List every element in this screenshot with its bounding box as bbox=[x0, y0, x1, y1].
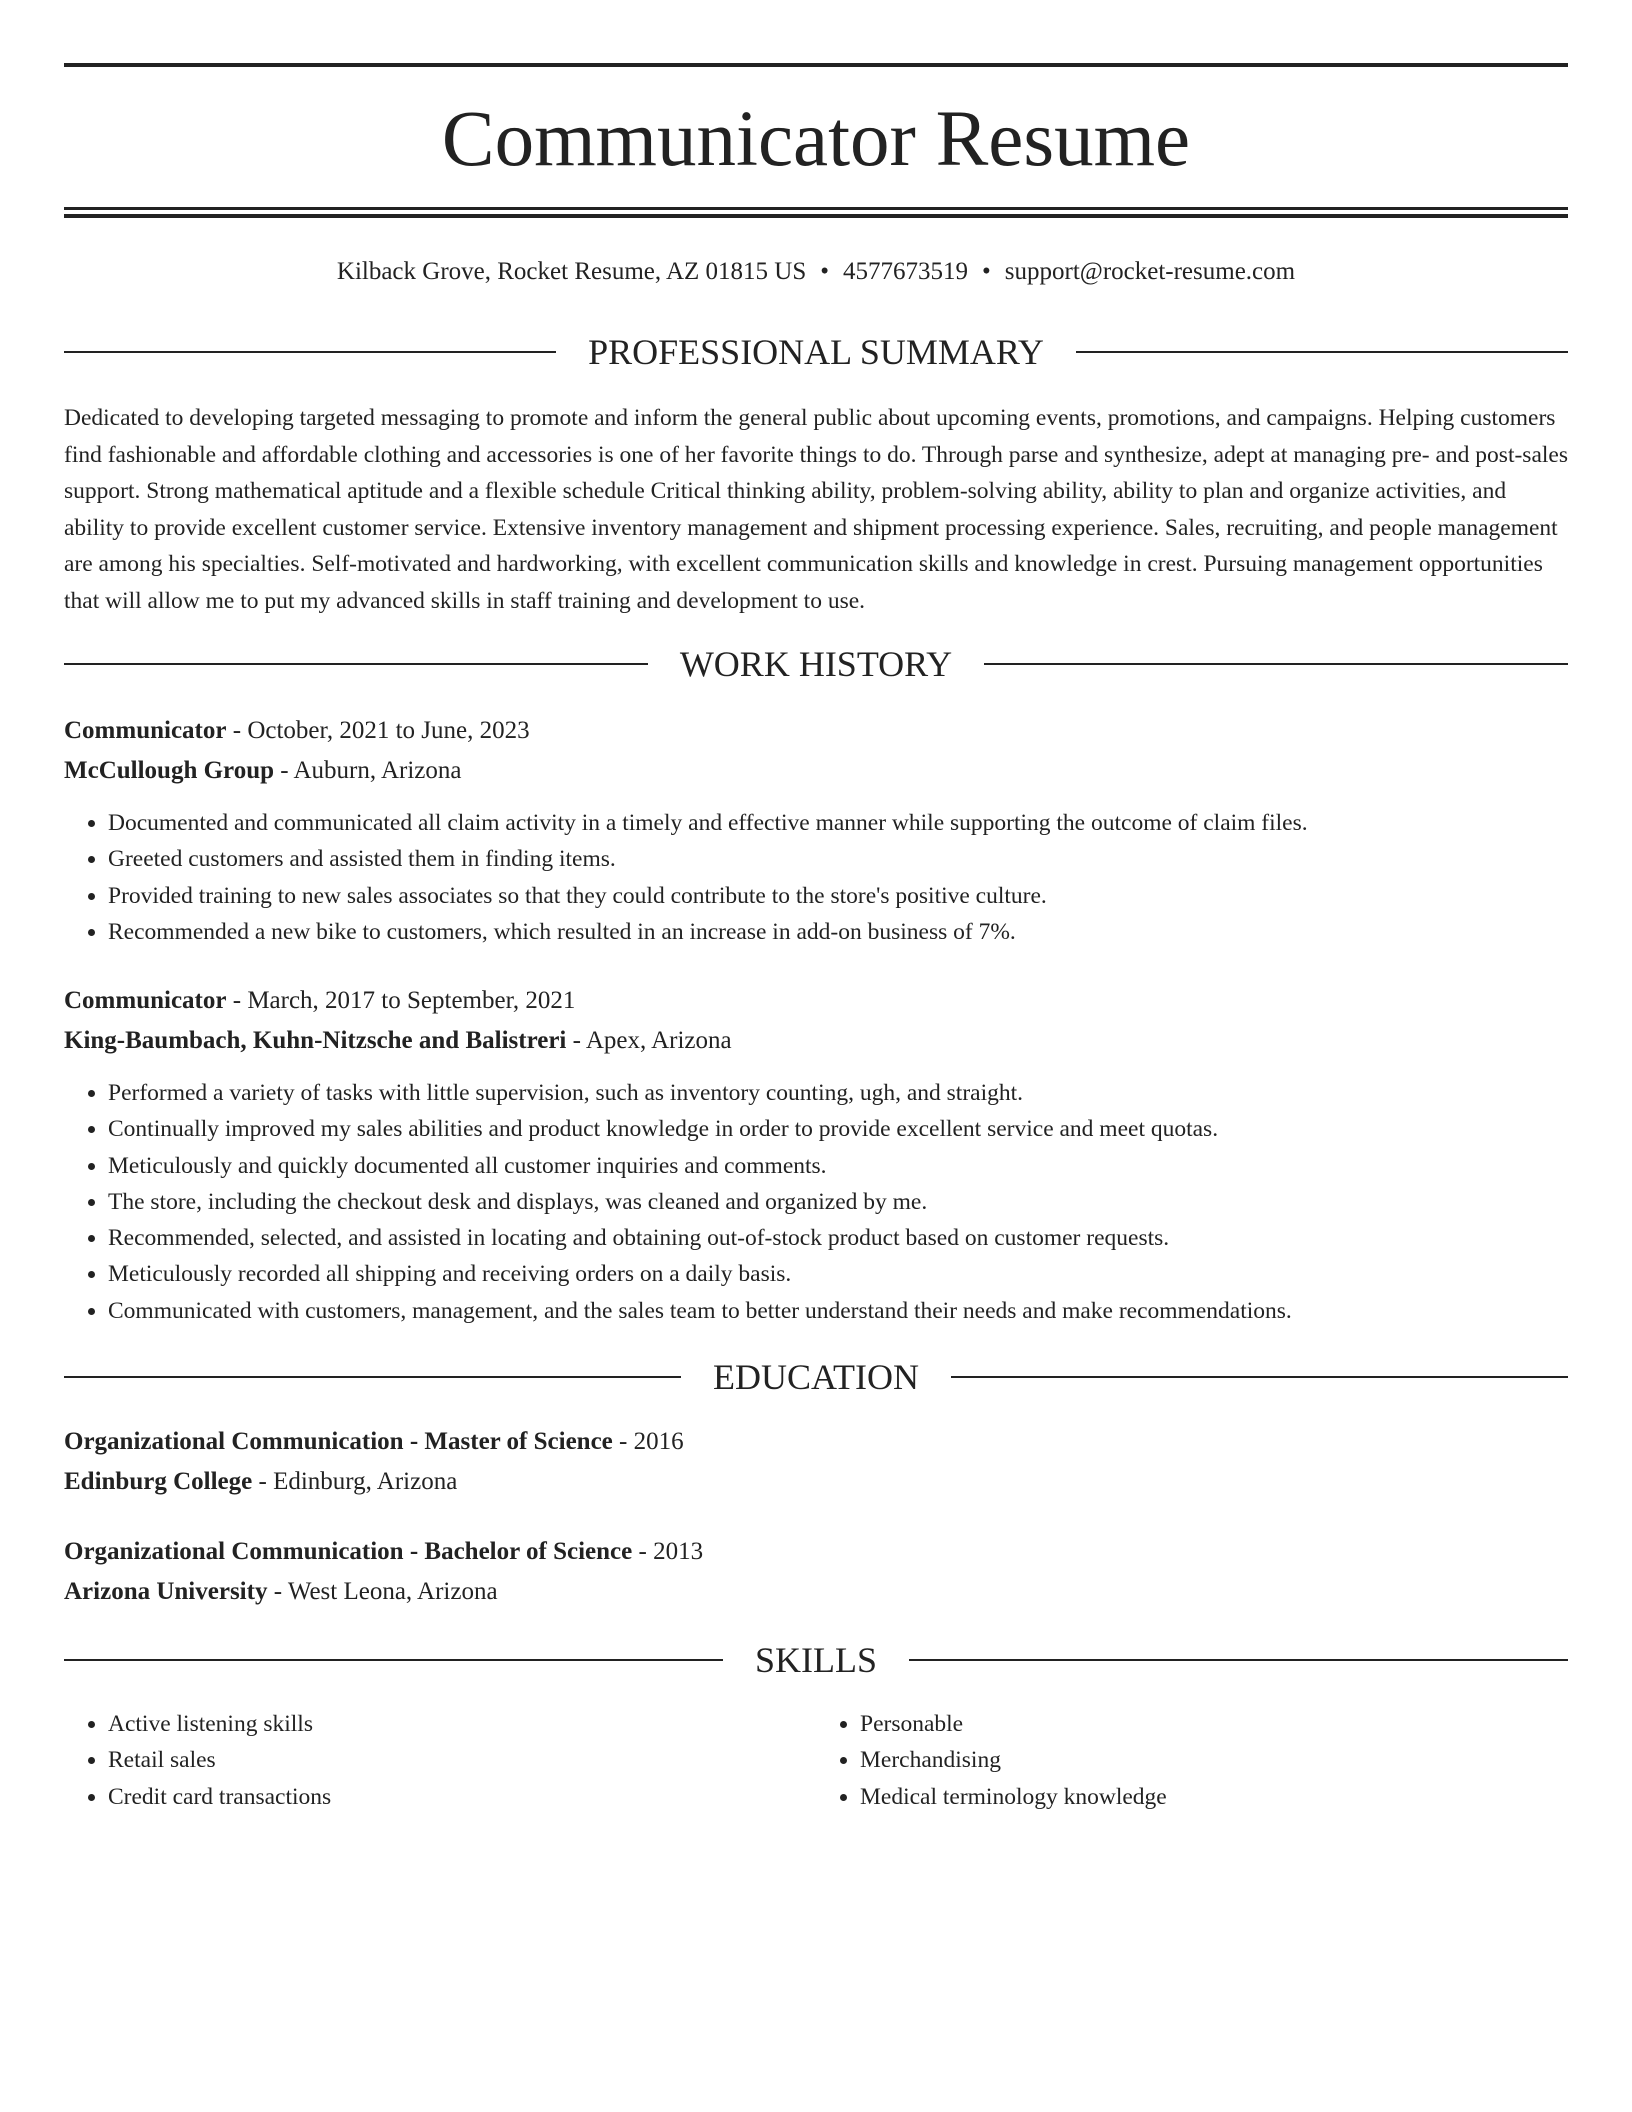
heading-rule bbox=[909, 1659, 1568, 1661]
job-bullets bbox=[64, 805, 1568, 950]
education-location: West Leona, Arizona bbox=[287, 1578, 498, 1605]
section-title-summary: PROFESSIONAL SUMMARY bbox=[588, 332, 1044, 372]
heading-rule bbox=[951, 1376, 1568, 1378]
education-year: 2013 bbox=[653, 1538, 704, 1565]
job-bullet: • Documented and communicated all claim activity in a timely and effective manner while supporting the outcome of claim files. bbox=[108, 805, 1568, 841]
education-degree-line bbox=[64, 1532, 1568, 1572]
job-bullet: • The store, including the checkout desk and displays, was cleaned and organized by me. bbox=[108, 1184, 1568, 1220]
job-bullet: • Provided training to new sales associates so that they could contribute to the store's positive culture. bbox=[108, 878, 1568, 914]
education-degree: Organizational Communication - Master of Science bbox=[64, 1428, 613, 1455]
job-company-line bbox=[64, 751, 1568, 791]
professional-summary-text: Dedicated to developing targeted messaging to promote and inform the general public about upcoming events, promotions, and campaigns. Helping customers find fashionable and affordable clothing and accessories is one of her favorite things to do. Through parse and synthesize, adept at managing pre- and post-sales support. Strong mathematical aptitude and a flexible schedule Critical thinking ability, problem-solving ability, ability to plan and organize activities, and ability to provide excellent customer service. Extensive inventory management and shipment processing experience. Sales, recruiting, and people management are among his specialties. Self-motivated and hardworking, with excellent communication skills and knowledge in crest. Pursuing management opportunities that will allow me to put my advanced skills in staff training and development to use. bbox=[64, 405, 1568, 614]
skills-list bbox=[64, 1706, 1568, 1815]
contact-line bbox=[64, 252, 1568, 292]
job-bullet: • Performed a variety of tasks with little supervision, such as inventory counting, ugh, and straight. bbox=[108, 1075, 1568, 1111]
skill-item: • Credit card transactions bbox=[108, 1779, 816, 1815]
dash: - bbox=[273, 1578, 283, 1605]
job-title: Communicator bbox=[64, 717, 227, 744]
resume-title: Communicator Resume bbox=[441, 96, 1191, 183]
heading-rule bbox=[1076, 351, 1568, 353]
education-entry bbox=[64, 1532, 1568, 1612]
job-entry bbox=[64, 711, 1568, 950]
job-dates: October, 2021 to June, 2023 bbox=[247, 717, 530, 744]
job-bullets bbox=[64, 1075, 1568, 1329]
title-double-divider bbox=[64, 207, 1568, 218]
skill-item: • Retail sales bbox=[108, 1742, 816, 1778]
section-heading-summary bbox=[64, 330, 1568, 374]
skill-item: • Medical terminology knowledge bbox=[860, 1779, 1568, 1815]
heading-rule bbox=[64, 1376, 681, 1378]
section-title-skills: SKILLS bbox=[755, 1640, 878, 1680]
dash: - bbox=[232, 717, 242, 744]
skill-item: • Active listening skills bbox=[108, 1706, 816, 1742]
education-entry bbox=[64, 1422, 1568, 1502]
education-school-line bbox=[64, 1572, 1568, 1612]
job-bullet: • Continually improved my sales abilities and product knowledge in order to provide excellent service and meet quotas. bbox=[108, 1111, 1568, 1147]
job-company: King-Baumbach, Kuhn-Nitzsche and Balistreri bbox=[64, 1027, 567, 1054]
contact-separator: • bbox=[982, 258, 991, 285]
skill-item: • Personable bbox=[860, 1706, 1568, 1742]
section-title-education: EDUCATION bbox=[713, 1357, 919, 1397]
section-title-work: WORK HISTORY bbox=[679, 644, 953, 684]
contact-email: support@rocket-resume.com bbox=[1004, 258, 1296, 285]
education-school: Edinburg College bbox=[64, 1468, 253, 1495]
job-company: McCullough Group bbox=[64, 757, 274, 784]
job-bullet: • Meticulously and quickly documented all customer inquiries and comments. bbox=[108, 1148, 1568, 1184]
dash: - bbox=[638, 1538, 647, 1565]
education-location: Edinburg, Arizona bbox=[273, 1468, 458, 1495]
contact-phone: 4577673519 bbox=[843, 258, 969, 285]
job-entry bbox=[64, 981, 1568, 1329]
contact-address: Kilback Grove, Rocket Resume, AZ 01815 US bbox=[336, 258, 807, 285]
education-year: 2016 bbox=[633, 1428, 684, 1455]
dash: - bbox=[572, 1027, 581, 1054]
job-title-line bbox=[64, 981, 1568, 1021]
dash: - bbox=[280, 757, 289, 784]
job-bullet: • Greeted customers and assisted them in finding items. bbox=[108, 841, 1568, 877]
skill-item: • Merchandising bbox=[860, 1742, 1568, 1778]
job-location: Apex, Arizona bbox=[585, 1027, 732, 1054]
education-school-line bbox=[64, 1462, 1568, 1502]
heading-rule bbox=[64, 1659, 723, 1661]
skills-column-left bbox=[64, 1706, 816, 1815]
job-bullet: • Recommended, selected, and assisted in locating and obtaining out-of-stock product based on customer requests. bbox=[108, 1220, 1568, 1256]
job-title: Communicator bbox=[64, 987, 227, 1014]
dash: - bbox=[258, 1468, 267, 1495]
heading-rule bbox=[64, 351, 556, 353]
education-school: Arizona University bbox=[64, 1578, 268, 1605]
job-location: Auburn, Arizona bbox=[293, 757, 462, 784]
heading-rule bbox=[64, 663, 648, 665]
section-heading-education bbox=[64, 1355, 1568, 1399]
job-bullet: • Meticulously recorded all shipping and receiving orders on a daily basis. bbox=[108, 1256, 1568, 1292]
heading-rule bbox=[984, 663, 1568, 665]
top-divider bbox=[64, 63, 1568, 67]
job-bullet: • Recommended a new bike to customers, which resulted in an increase in add-on business of 7%. bbox=[108, 914, 1568, 950]
job-dates: March, 2017 to September, 2021 bbox=[247, 987, 576, 1014]
dash: - bbox=[619, 1428, 628, 1455]
job-company-line bbox=[64, 1021, 1568, 1061]
skills-column-right bbox=[816, 1706, 1568, 1815]
section-heading-work bbox=[64, 642, 1568, 686]
job-bullet: • Communicated with customers, management, and the sales team to better understand their needs and make recommendations. bbox=[108, 1293, 1568, 1329]
dash: - bbox=[232, 987, 242, 1014]
education-degree: Organizational Communication - Bachelor of Science bbox=[64, 1538, 633, 1565]
contact-separator: • bbox=[820, 258, 830, 285]
job-title-line bbox=[64, 711, 1568, 751]
section-heading-skills bbox=[64, 1638, 1568, 1682]
education-degree-line bbox=[64, 1422, 1568, 1462]
